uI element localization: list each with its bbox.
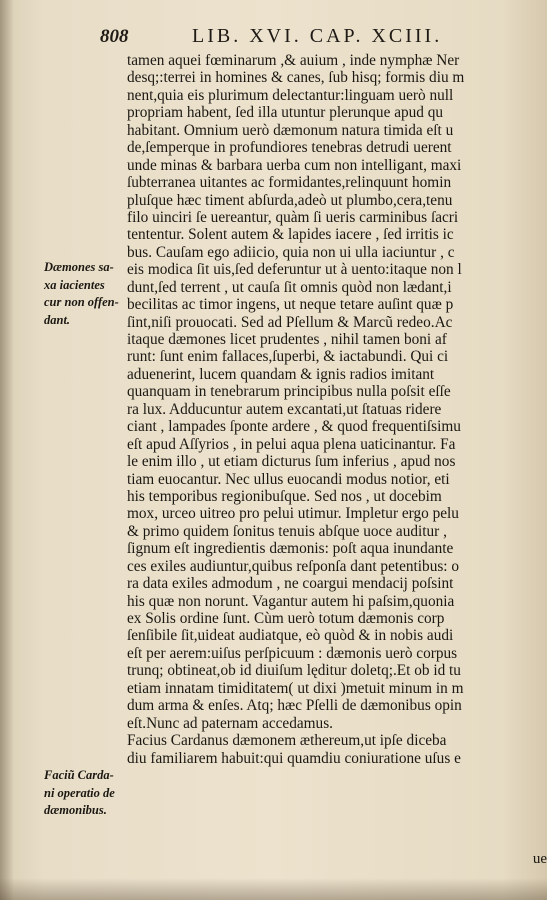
- text-line: tamen aquei fœminarum ,& auium , inde nymphæ Ner: [127, 52, 460, 69]
- text-line: bus. Cauſam ego adiicio, quia non ui ulla iaciuntur , c: [127, 243, 455, 261]
- text-line: itaque dæmones licet prudentes , nihil tamen boni af: [127, 331, 447, 348]
- text-line: dunt,ſed terrent , ut cauſa ſit omnis quòd non lædant,i: [127, 278, 452, 296]
- margin-note-line: Faciũ Carda-: [44, 768, 114, 782]
- text-line: habitant. Omnium uerò dæmonum natura timida eſt u: [127, 121, 454, 139]
- text-line: ces exiles audiuntur,quibus reſponſa dant petentibus: o: [127, 557, 460, 575]
- folio-number: 808: [100, 26, 129, 47]
- text-line: desq;:terrei in homines & canes, ſub hisq; formis diu m: [127, 69, 465, 87]
- page-bottom-shadow: [0, 878, 547, 900]
- text-line: diu familiarem habuit:qui quamdiu coniuratione uſus e: [127, 749, 461, 767]
- text-line: runt: ſunt enim fallaces,ſuperbi, & iactabundi. Qui ci: [127, 348, 449, 366]
- text-line: ſint,niſi prouocati. Sed ad Pſellum & Marcũ redeo.Ac: [127, 313, 453, 331]
- text-line: aduenerint, lucem quandam & ignis radios imitant: [127, 365, 435, 383]
- margin-note-line: cur non offen-: [44, 295, 119, 309]
- text-line: le enim illo , ut etiam dicturus ſum inferius , apud nos: [127, 453, 456, 471]
- text-line: ſubterranea uitantes ac formidantes,relinquunt homin: [127, 174, 452, 192]
- text-line: ſenſibile ſit,uideat audiatque, eò quòd & in nobis audi: [127, 627, 454, 645]
- text-line: pluſque hæc timent abſurda,adeò ut plumbo,cera,tenu: [127, 191, 453, 209]
- text-line: becilitas ac timor ingens, ut neque tetare auſint quæ p: [127, 296, 454, 314]
- text-line: Facius Cardanus dæmonem æthereum,ut ipſe diceba: [127, 732, 447, 750]
- margin-note-line: Dæmones sa-: [44, 260, 114, 274]
- margin-note-line: dæmonibus.: [44, 803, 107, 817]
- text-line: eis modica ſit uis,ſed deferuntur ut à uento:itaque non l: [127, 261, 462, 279]
- margin-note-line: dant.: [44, 312, 71, 327]
- text-line: quanquam in tenebrarum principibus nulla poſsit eſſe: [127, 383, 451, 401]
- text-line: eſt.Nunc ad paternam accedamus.: [127, 714, 333, 732]
- text-line: his quæ non norunt. Vagantur autem hi paſsim,quonia: [127, 592, 455, 610]
- page-header: [100, 20, 547, 50]
- text-line: propriam habent, ſed illa utuntur plerunque apud qu: [127, 104, 444, 122]
- margin-note-line: xa iacientes: [44, 277, 105, 292]
- text-line: de,ſemperque in profundiores tenebras detrudi uerent: [127, 139, 452, 157]
- text-line: mox, urceo uitreo pro pelui utimur. Impletur ergo pelu: [127, 505, 459, 523]
- text-line: dum arma & enſes. Atq; hæc Pſelli de dæmonibus opin: [127, 697, 462, 715]
- text-line: ciant , lampades ſponte ardere , & quod frequentiſsimu: [127, 418, 461, 436]
- text-line: & primo quidem ſonitus tenuis abſque uoce auditur ,: [127, 522, 447, 540]
- text-line: tententur. Solent autem & lapides iacere , ſed irritis ic: [127, 226, 454, 244]
- margin-note-2: [44, 767, 128, 820]
- text-line: nent,quia eis plurimum delectantur:linguam uerò null: [127, 86, 454, 104]
- gutter-shadow: [0, 0, 14, 900]
- text-line: eſt per aerem:uiſus perſpicuum : dæmonis uerò corpus: [127, 644, 458, 662]
- text-line: filo uinciri ſe uereantur, quàm ſi ueris carminibus ſacri: [127, 208, 459, 226]
- text-line: ex Solis ordine ſunt. Cùm uerò totum dæmonis corp: [127, 610, 445, 627]
- text-line: ra data exiles admodum , ne coargui mendacij poſsint: [127, 575, 454, 593]
- text-line: eſt apud Aſſyrios , in pelui aqua plena uaticinantur. Fa: [127, 435, 456, 453]
- text-line: his temporibus regionibuſque. Sed nos , ut docebim: [127, 487, 442, 505]
- margin-note-line: ni operatio de: [44, 785, 115, 800]
- text-line: ſignum eſt ingredientis dæmonis: poſt aqua inundante: [127, 540, 454, 558]
- text-line: tiam euocantur. Nec ullus euocandi modus notior, eti: [127, 470, 450, 488]
- catchword: ue: [532, 851, 547, 867]
- body-text: [127, 52, 547, 767]
- text-line: ra lux. Adducuntur autem excantati,ut ſtatuas ridere: [127, 400, 442, 418]
- text-line: etiam innatam timiditatem( ut dixi )metuit minum in m: [127, 679, 464, 697]
- text-line: trunq; obtineat,ob id diuiſum lęditur doletq;.Et ob id tu: [127, 662, 461, 680]
- running-head: LIB. XVI. CAP. XCIII.: [192, 25, 443, 47]
- margin-note-1: [44, 259, 128, 329]
- text-line: unde minas & barbara uerba cum non intelligant, maxi: [127, 156, 462, 174]
